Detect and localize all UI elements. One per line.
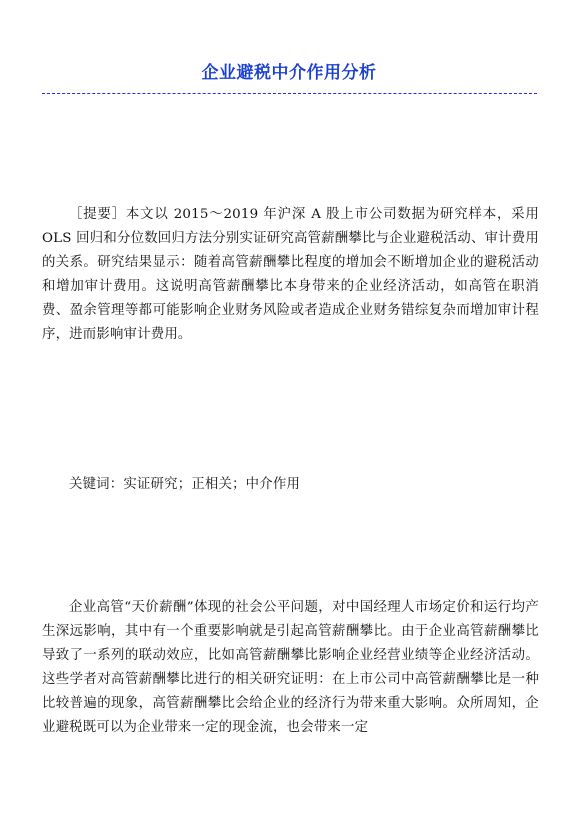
keywords-line: 关键词：实证研究；正相关；中介作用 <box>69 477 301 492</box>
page-title: 企业避税中介作用分析 <box>201 63 377 83</box>
body-paragraph: 企业高管“天价薪酬”体现的社会公平问题，对中国经理人市场定价和运行均产生深远影响，其中有一个重要影响就是引起高管薪酬攀比。由于企业高管薪酬攀比导致了一系列的联动效应，比如高管薪酬攀比影响企业经营业绩等企业经济活动。这些学者对高管薪酬攀比进行的相关研究证明：在上市公司中高管薪酬攀比是一种比较普遍的现象，高管薪酬攀比会给企业的经济行为带来重大影响。众所周知，企业避税既可以为企业带来一定的现金流，也会带来一定 <box>42 600 539 735</box>
title-divider <box>42 93 537 94</box>
abstract-paragraph: ［提要］本文以 2015～2019 年沪深 A 股上市公司数据为研究样本，采用 OLS 回归和分位数回归方法分别实证研究高管薪酬攀比与企业避税活动、审计费用的关系。研究结果显示：随着高管薪酬攀比程度的增加会不断增加企业的避税活动和增加审计费用。这说明高管薪酬攀比本身带来的企业经济活动，如高管在职消费、盈余管理等都可能影响企业财务风险或者造成企业财务错综复杂而增加审计程序，进而影响审计费用。 <box>42 207 539 342</box>
